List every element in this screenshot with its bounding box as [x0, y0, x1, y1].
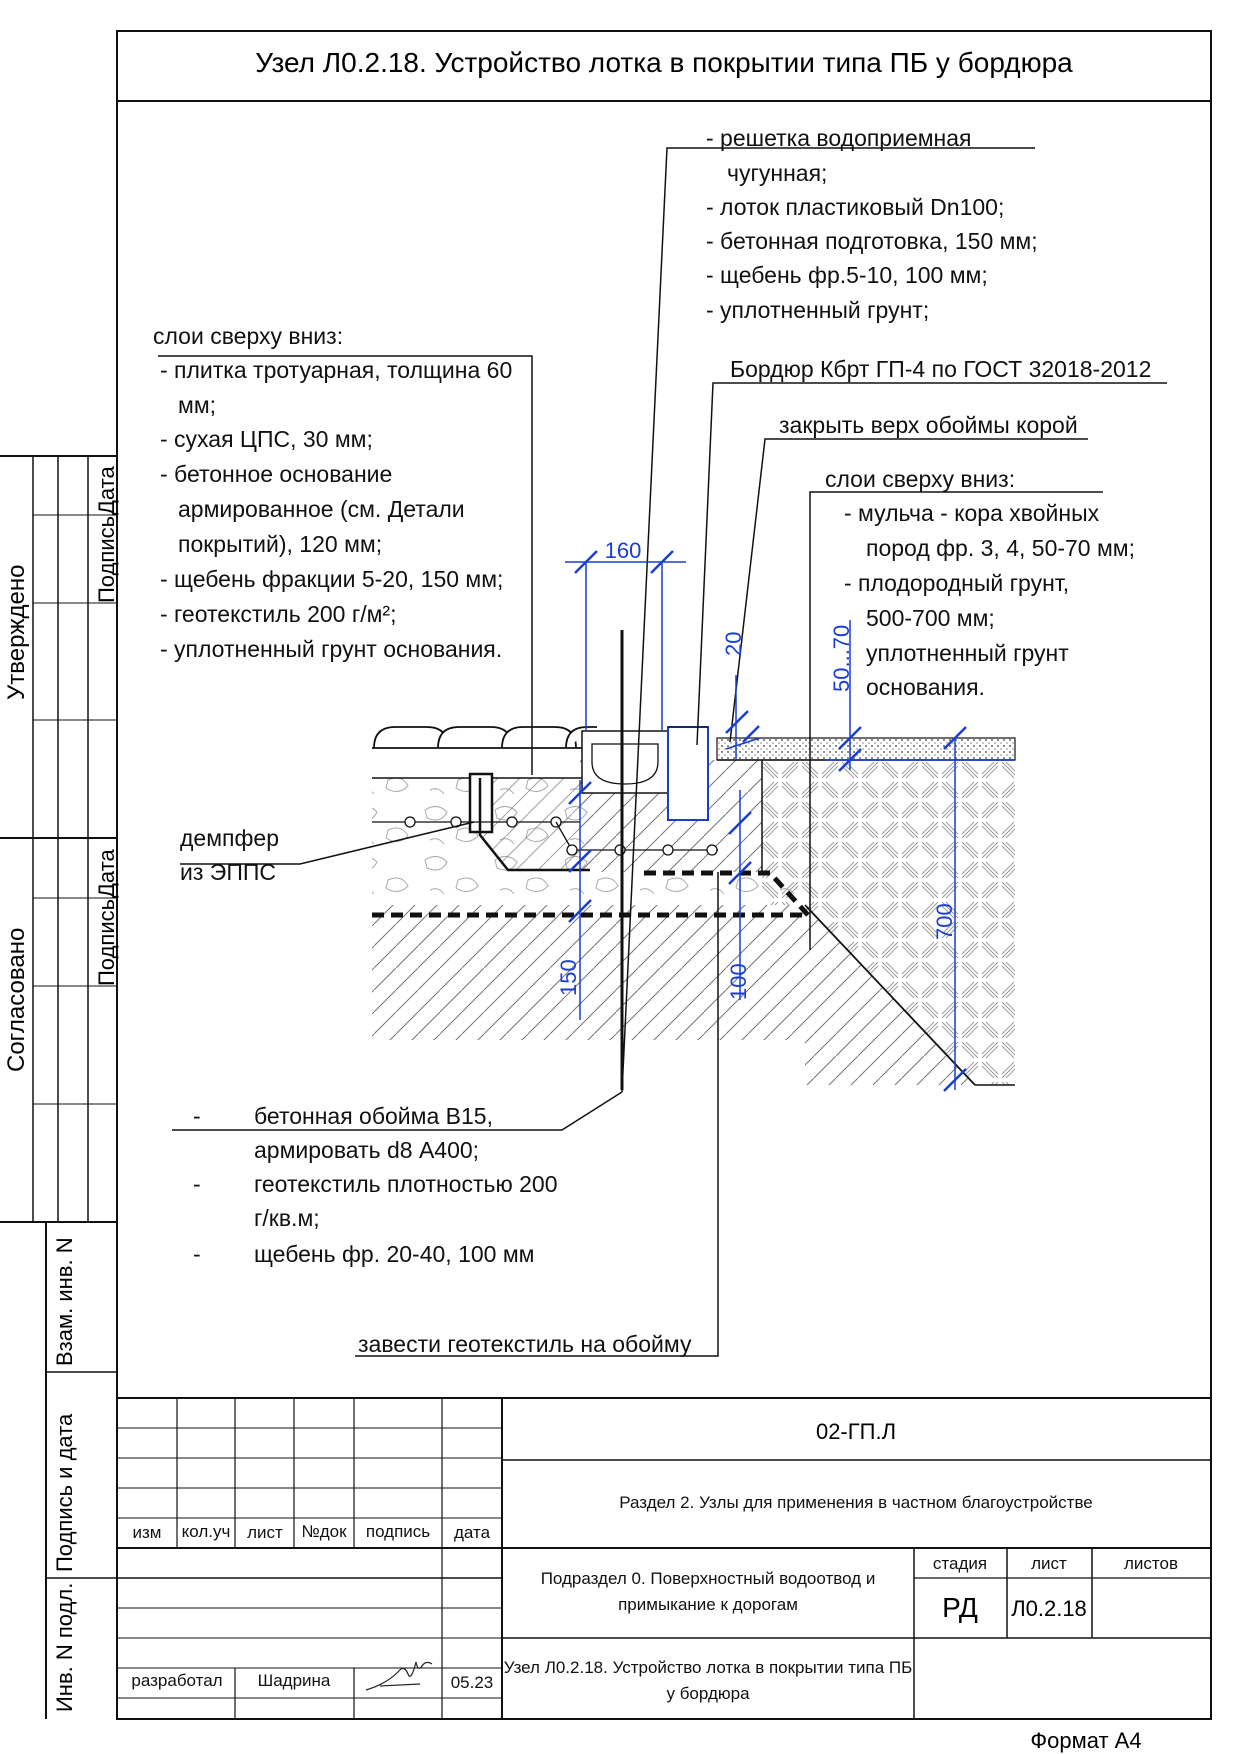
note-lawn-line-5: уплотненный грунт [866, 640, 1069, 666]
note-geotextile: завести геотекстиль на обойму [358, 1331, 692, 1357]
stamp-sheet-label: лист [1031, 1554, 1067, 1573]
stamp-date: 05.23 [450, 1673, 494, 1692]
stamp-sheet: Л0.2.18 [1011, 1596, 1087, 1621]
note-paving-line-9: - уплотненный грунт основания. [160, 636, 503, 662]
tray-channel [592, 744, 658, 784]
note-paving-line-3: - сухая ЦПС, 30 мм; [160, 426, 373, 452]
side-label-signature-1: Подпись [94, 515, 119, 603]
note-paving-line-5: армированное (см. Детали [178, 496, 465, 522]
note-curb: Бордюр Кбрт ГП-4 по ГОСТ 32018-2012 [730, 356, 1152, 382]
dimension-150: 150 [556, 959, 581, 996]
dimension-100: 100 [726, 963, 751, 1000]
note-paving-line-7: - щебень фракции 5-20, 150 мм; [160, 566, 504, 592]
side-label-replaced-inv: Взам. инв. N [52, 1237, 77, 1366]
format-label: Формат А4 [1030, 1728, 1142, 1753]
note-tray-line-4: - бетонная подготовка, 150 мм; [706, 228, 1038, 254]
stamp-header-doc: №док [301, 1522, 347, 1541]
note-paving-line-2: мм; [178, 392, 217, 418]
note-lawn-line-3: - плодородный грунт, [844, 570, 1070, 596]
stamp-role: разработал [131, 1671, 223, 1690]
dimension-700: 700 [932, 903, 957, 940]
note-tray-line-6: - уплотненный грунт; [706, 297, 930, 323]
drawing-title: Узел Л0.2.18. Устройство лотка в покрытии типа ПБ у бордюра [255, 47, 1073, 78]
note-paving-layers [153, 323, 512, 662]
dimension-50-70: 50...70 [829, 624, 854, 692]
side-label-agreed: Согласовано [3, 927, 30, 1072]
stamp-code: 02-ГП.Л [815, 1419, 897, 1444]
side-label-sign-date: Подпись и дата [52, 1413, 77, 1572]
note-shell-line-5: щебень фр. 20-40, 100 мм [254, 1241, 535, 1267]
note-lawn-line-4: 500-700 мм; [866, 605, 995, 631]
paving-tiles [372, 727, 597, 748]
side-label-signature-2: Подпись [94, 898, 119, 986]
note-shell-line-4: г/кв.м; [254, 1205, 320, 1231]
note-shell-line-2: армировать d8 А400; [254, 1137, 480, 1163]
stamp-header-kol: кол.уч [181, 1522, 231, 1541]
note-tray-line-1: - решетка водоприемная [706, 125, 972, 151]
note-paving-header: слои сверху вниз: [153, 323, 344, 349]
note-damper [180, 825, 279, 885]
side-label-date-1: Дата [94, 466, 119, 515]
curb-stone [668, 727, 708, 820]
note-lawn-line-2: пород фр. 3, 4, 50-70 мм; [866, 535, 1136, 561]
note-paving-line-1: - плитка тротуарная, толщина 60 [160, 357, 513, 383]
stamp-header-date: дата [453, 1523, 491, 1542]
stamp-name: Шадрина [257, 1671, 331, 1690]
stamp-stage-label: стадия [932, 1554, 988, 1573]
note-tray-layers [706, 125, 1038, 323]
side-label-date-2: Дата [94, 849, 119, 898]
side-label-approved: Утверждено [3, 564, 30, 700]
note-tray-line-5: - щебень фр.5-10, 100 мм; [706, 262, 988, 288]
note-damper-line-1: демпфер [180, 825, 279, 851]
note-shell-line-1: бетонная обойма В15, [254, 1103, 493, 1129]
note-shell [193, 1103, 558, 1267]
stamp-header-list: лист [247, 1523, 283, 1542]
stamp-sheets-label: листов [1124, 1554, 1178, 1573]
mulch-layer [717, 738, 1015, 760]
note-damper-line-2: из ЭППС [180, 859, 276, 885]
note-lawn-line-6: основания. [866, 674, 985, 700]
stamp-header-signature: подпись [365, 1522, 431, 1541]
note-shell-bullet-3: - [193, 1241, 201, 1267]
note-lawn-header: слои сверху вниз: [825, 466, 1016, 492]
stamp-drawing-title-1: Узел Л0.2.18. Устройство лотка в покрытии типа ПБ [503, 1658, 913, 1677]
stamp-stage: РД [942, 1592, 978, 1623]
note-lawn-layers [825, 466, 1135, 700]
note-tray-line-2: чугунная; [727, 160, 828, 186]
note-lawn-line-1: - мульча - кора хвойных [844, 500, 1100, 526]
note-paving-line-6: покрытий), 120 мм; [178, 531, 383, 557]
stamp-header-izm: изм [132, 1523, 162, 1542]
stamp-section: Раздел 2. Узлы для применения в частном благоустройстве [619, 1493, 1093, 1512]
stamp-subsection-2: примыкание к дорогам [618, 1595, 798, 1614]
note-paving-line-4: - бетонное основание [160, 461, 393, 487]
stamp-subsection-1: Подраздел 0. Поверхностный водоотвод и [540, 1569, 876, 1588]
note-shell-line-3: геотекстиль плотностью 200 [254, 1171, 558, 1197]
note-shell-bullet-2: - [193, 1171, 201, 1197]
dimension-160: 160 [604, 538, 642, 563]
note-bark: закрыть верх обоймы корой [779, 412, 1078, 438]
signature [366, 1662, 432, 1690]
note-shell-bullet-1: - [193, 1103, 201, 1129]
note-paving-line-8: - геотекстиль 200 г/м²; [160, 601, 397, 627]
note-tray-line-3: - лоток пластиковый Dn100; [706, 194, 1005, 220]
stamp-drawing-title-2: у бордюра [666, 1684, 750, 1703]
dimension-20: 20 [721, 631, 746, 656]
side-label-inv-orig: Инв. N подл. [52, 1582, 77, 1712]
